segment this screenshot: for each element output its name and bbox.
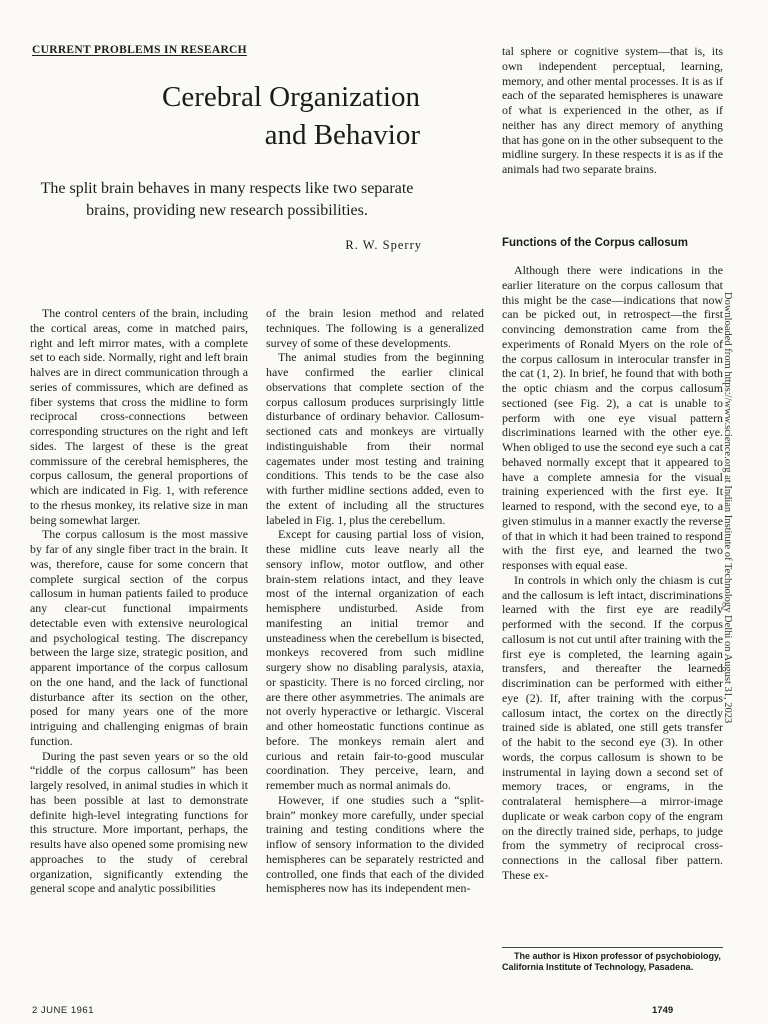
- section-label: CURRENT PROBLEMS IN RESEARCH: [32, 44, 247, 56]
- title-line-1: Cerebral Organization: [162, 81, 420, 113]
- title-line-2: and Behavior: [264, 119, 420, 151]
- paragraph: In controls in which only the chiasm is cut and the callosum is left intact, discriminations learned with the first eye are readily performed with the second. If the corpus callosum is not cut until after training with the first eye is completed, the learning again transfers, and thereafter the learned discrimination can be performed with either eye (2). If, after training with the corpus callosum intact, the cortex on the directly trained side is ablated, one still gets transfer of the habit to the second eye (3). In other words, the corpus callosum is shown to be instrumental in laying down a second set of memory traces, or engrams, in the contralateral hemisphere—a mirror-image duplicate or weak carbon copy of the engram on the directly trained side, perhaps, to judge from the symmetry of reciprocal cross-connections in the callosal fiber pattern. These ex-: [502, 572, 723, 882]
- author-footnote: The author is Hixon professor of psychobiology, California Institute of Technology, Pasadena.: [502, 951, 721, 972]
- download-watermark: Downloaded from https://www.science.org at Indian Institute of Technology Delhi on August 31, 2023: [722, 292, 733, 724]
- section-heading: [502, 236, 723, 251]
- section-heading-text: Functions of the Corpus callosum: [502, 237, 688, 249]
- article-subtitle: The split brain behaves in many respects like two separate brains, providing new research possibilities.: [40, 180, 414, 219]
- issue-date: 2 JUNE 1961: [32, 1005, 95, 1016]
- paragraph: The corpus callosum is the most massive by far of any single fiber tract in the brain. It was, therefore, cause for some concern that complete surgical section of the corpus callosum in human patients failed to produce any clear-cut functional impairments detectable even with extensive neurological and psychological testing. The discrepancy between the large size, strategic position, and apparent importance of the corpus callosum on the one hand, and the lack of functional disturbance after its section on the other, posed for many years one of the more intriguing and challenging enigmas of brain function.: [30, 527, 248, 748]
- text-column-2: [266, 306, 484, 896]
- paragraph: The control centers of the brain, including the cortical areas, come in matched pairs, right and left mirror mates, with a complete set to each side. Normally, right and left brain halves are in direct communication through a series of commissures, which are defined as fiber systems that cross the midline to form reciprocal cross-connections between corresponding structures on the right and left sides. The largest of these is the great commissure of the cerebral hemispheres, the corpus callosum, the general proportions of which are indicated in Fig. 1, with reference to the rhesus monkey, its relative size in man being somewhat larger.: [30, 306, 248, 527]
- paragraph: Except for causing partial loss of vision, these midline cuts leave nearly all the sensory inflow, motor outflow, and other brain-stem relations intact, and they leave most of the internal organization of each hemisphere undisturbed. Aside from manifesting an initial tremor and unsteadiness when the cerebellum is bisected, monkeys recovered from such midline surgery show no disabling paralysis, ataxia, or spasticity. There is no forced circling, nor are there other asymmetries. The animals are not overly hyperactive or lethargic. Visceral and other homeostatic functions continue as before. The monkeys remain alert and curious and retain fair-to-good muscular coordination. They perceive, learn, and remember much as normal animals do.: [266, 527, 484, 792]
- paragraph: The animal studies from the beginning have confirmed the earlier clinical observations that complete section of the corpus callosum produces surprisingly little disturbance of ordinary behavior. Callosum-sectioned cats and monkeys are virtually indistinguishable from their normal cagemates under most testing and training conditions. This tends to be the case also with further midline sections added, even to the extent of including all the structures labeled in Fig. 1, plus the cerebellum.: [266, 350, 484, 527]
- text-column-1: [30, 306, 248, 896]
- author-byline: R. W. Sperry: [345, 238, 422, 252]
- paragraph: tal sphere or cognitive system—that is, its own independent perceptual, learning, memory, and other mental processes. It is as if each of the separated hemispheres is unaware of what is experienced in the other, as if neither has any direct memory of anything that has gone on in the other subsequent to the midline surgery. In these respects it is as if the animals had two separate brains.: [502, 44, 723, 176]
- article-title: [30, 78, 420, 154]
- paragraph: Although there were indications in the earlier literature on the corpus callosum that this might be the case—indications that now can be picked out, in retrospect—the first convincing demonstration came from the experiments of Ronald Myers on the role of the corpus callosum in interocular transfer in the cat (1, 2). In brief, he found that with both the optic chiasm and the corpus callosum sectioned (see Fig. 2), a cat is unable to perform with one eye visual pattern discriminations learned with the other eye. When obliged to use the second eye such a cat behaved normally except that it appeared to have a complete amnesia for the visual training experienced with the first eye. It learned to respond, with the second eye, to a given stimulus in a manner exactly the reverse of that in which it had been trained to respond with the first eye, and learned the two responses with equal ease.: [502, 263, 723, 572]
- paragraph: During the past seven years or so the old “riddle of the corpus callosum” has been largely resolved, in animal studies in which it has been possible at last to demonstrate definite high-level integrating functions for this structure. More important, perhaps, the results have also opened some promising new approaches to the study of cerebral organization, significantly extending the general scope and analytic possibilities: [30, 748, 248, 896]
- page-number: 1749: [652, 1005, 674, 1016]
- text-column-3-top: [502, 44, 723, 177]
- paragraph: of the brain lesion method and related techniques. The following is a generalized survey of some of these developments.: [266, 306, 484, 350]
- footnote-divider: [502, 947, 723, 948]
- text-column-3: [502, 263, 723, 883]
- paragraph: However, if one studies such a “split-brain” monkey more carefully, under special training and testing conditions where the inflow of sensory information to the divided hemispheres can be separately restricted and controlled, one finds that each of the divided hemispheres now has its independent men-: [266, 792, 484, 896]
